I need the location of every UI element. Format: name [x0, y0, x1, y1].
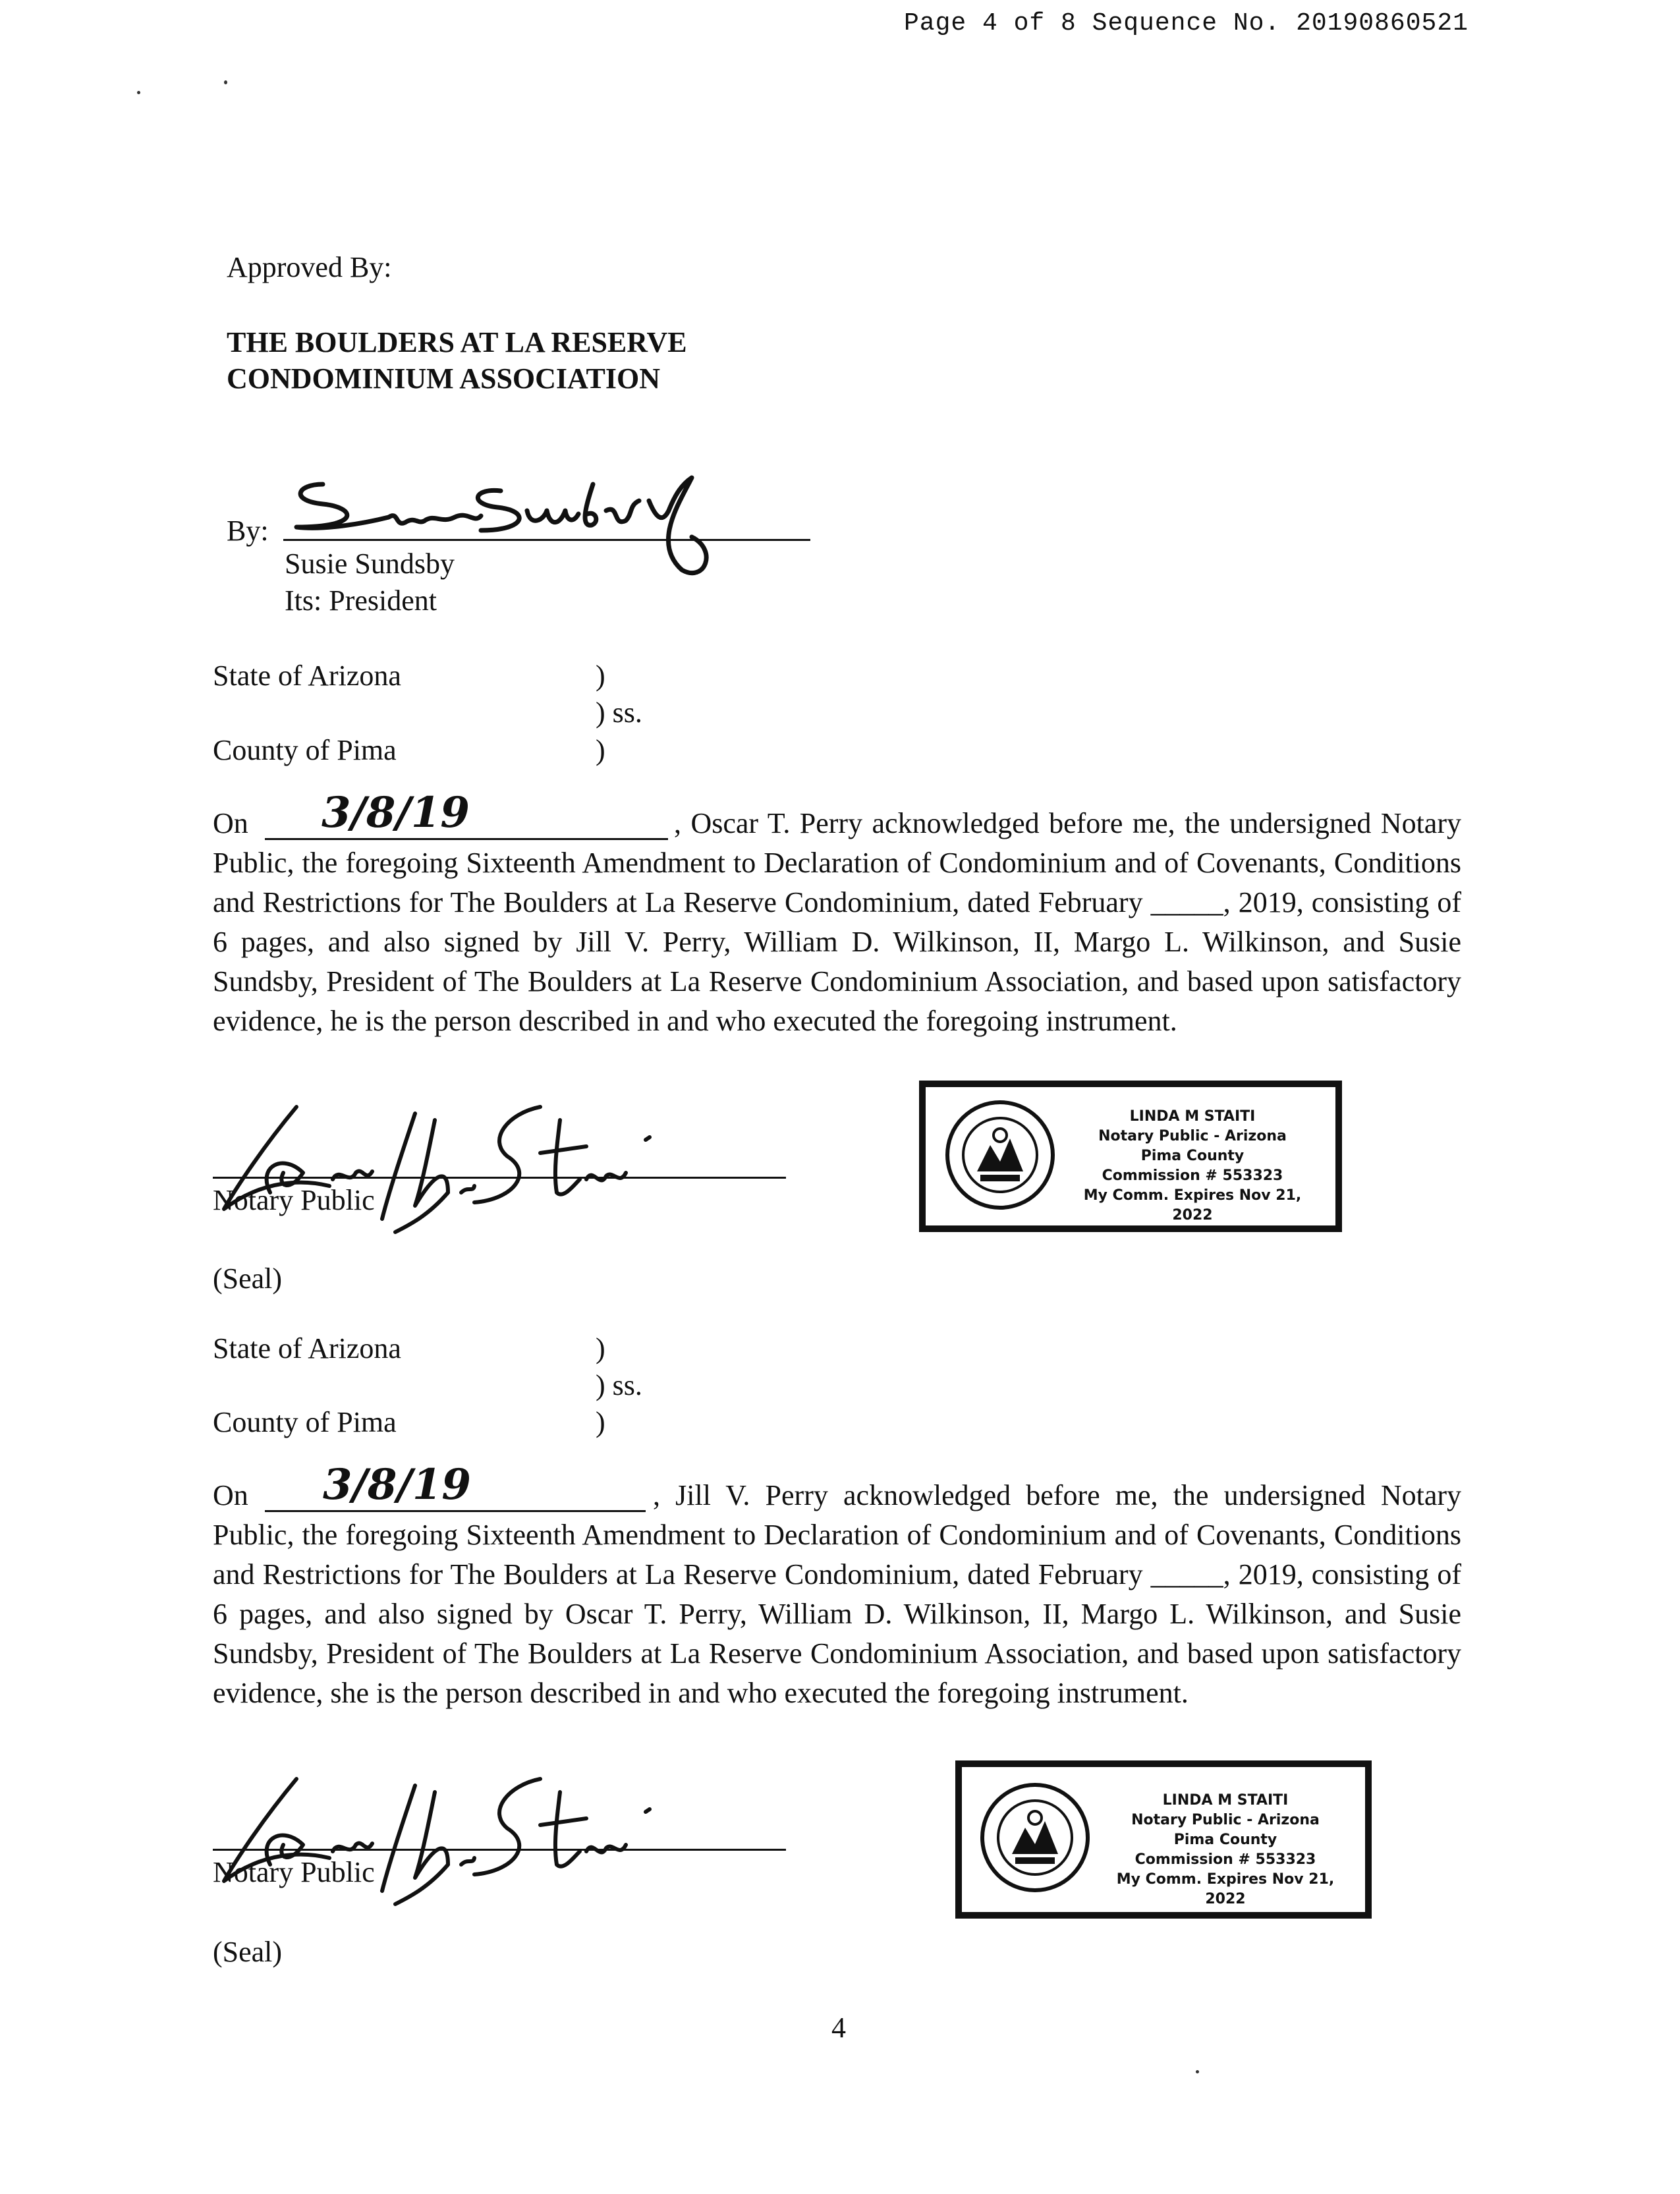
association-name-line1: THE BOULDERS AT LA RESERVE — [227, 326, 687, 358]
signer-name: Susie Sundsby — [285, 548, 455, 580]
ack2-on-label: On — [213, 1479, 248, 1511]
scan-speck — [224, 80, 227, 84]
ack1-on-label: On — [213, 807, 248, 839]
arizona-seal-icon — [979, 1782, 1091, 1894]
stamp-commission: Commission # 553323 — [1102, 1167, 1283, 1184]
stamp-county: Pima County — [1173, 1832, 1277, 1848]
stamp-notary-name: LINDA M STAITI — [1129, 1108, 1256, 1125]
stamp-commission: Commission # 553323 — [1134, 1851, 1316, 1868]
ack1-body-text: , Oscar T. Perry acknowledged before me, the undersigned Notary Public, the foregoing Sixteenth Amendment to Declaration of Condominium and of Covenants, Conditions and Restrictions for The Boulders at La Reserve Condominium, dated February _____, 2019, consisting of 6 pages, and also signed by Jill V. Perry, William D. Wilkinson, II, Margo L. Wilkinson, and Susie Sundsby, President of The Boulders at La Reserve Condominium Association, and based upon satisfactory evidence, he is the person described in and who executed the foregoing instrument. — [213, 807, 1461, 1037]
notary-public-label-2: Notary Public — [213, 1856, 375, 1888]
stamp-expiration: My Comm. Expires Nov 21, 2022 — [1116, 1871, 1335, 1907]
venue-paren-2b: ) — [596, 1406, 605, 1438]
notary-public-label-1: Notary Public — [213, 1184, 375, 1216]
venue-ss-1: ) ss. — [596, 696, 642, 729]
stamp-notary-name: LINDA M STAITI — [1162, 1792, 1289, 1809]
signer-title: Its: President — [285, 584, 437, 617]
ack1-handwritten-date: 3/8/19 — [322, 788, 470, 837]
venue-county-2: County of Pima — [213, 1406, 397, 1438]
arizona-seal-icon — [944, 1099, 1056, 1211]
page-number: 4 — [831, 2011, 846, 2044]
venue-paren-1b: ) — [596, 734, 605, 766]
stamp-county: Pima County — [1140, 1148, 1245, 1164]
notary-stamp-2 — [955, 1760, 1372, 1919]
ack2-handwritten-date: 3/8/19 — [323, 1460, 471, 1509]
seal-label-2: (Seal) — [213, 1936, 283, 1968]
venue-paren-2a: ) — [596, 1332, 605, 1364]
venue-county-1: County of Pima — [213, 734, 397, 766]
stamp-notary-title: Notary Public - Arizona — [1098, 1128, 1287, 1144]
association-name-line2: CONDOMINIUM ASSOCIATION — [227, 362, 661, 395]
approved-by-label: Approved By: — [227, 251, 392, 283]
ack2-body-text: , Jill V. Perry acknowledged before me, the undersigned Notary Public, the foregoing Sixteenth Amendment to Declaration of Condominium and of Covenants, Conditions and Restrictions for The Boulders at La Reserve Condominium, dated February _____, 2019, consisting of 6 pages, and also signed by Oscar T. Perry, William D. Wilkinson, II, Margo L. Wilkinson, and Susie Sundsby, President of The Boulders at La Reserve Condominium Association, and based upon satisfactory evidence, she is the person described in and who executed the foregoing instrument. — [213, 1479, 1461, 1709]
stamp-notary-title: Notary Public - Arizona — [1131, 1812, 1320, 1828]
scan-speck — [137, 91, 140, 94]
seal-label-1: (Seal) — [213, 1262, 283, 1295]
venue-state-2: State of Arizona — [213, 1332, 401, 1364]
stamp-expiration: My Comm. Expires Nov 21, 2022 — [1083, 1187, 1302, 1224]
venue-state-1: State of Arizona — [213, 660, 401, 692]
scan-speck — [1196, 2070, 1199, 2073]
by-label: By: — [227, 515, 269, 547]
venue-ss-2: ) ss. — [596, 1369, 642, 1401]
notary-stamp-1 — [919, 1081, 1342, 1232]
venue-paren-1a: ) — [596, 660, 605, 692]
page-sequence-header: Page 4 of 8 Sequence No. 20190860521 — [904, 9, 1469, 38]
